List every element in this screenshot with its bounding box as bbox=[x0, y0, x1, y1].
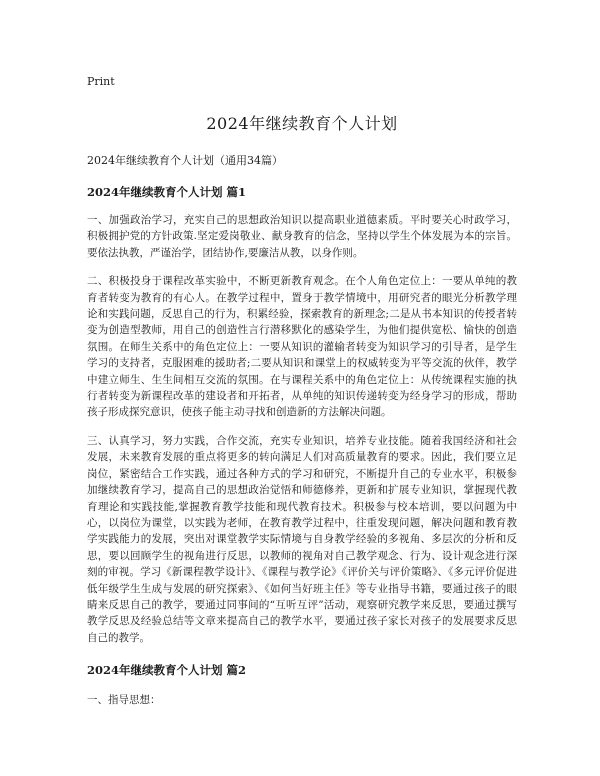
section-2-paragraph-1: 一、指导思想： bbox=[87, 694, 161, 707]
section-1-paragraph-3: 三、认真学习，努力实践，合作交流，充实专业知识，培养专业技能。随着我国经济和社会发展，未来教育发展的重点将更多的转向满足人们对高质量教育的要求。因此，我们要立足岗位，紧密结合工作实践，通过各种方式的学习和研究，不断提升自己的专业水平，积极参加继续教育学习，提高自己的思想政治觉悟和师德修养，更新和扩展专业知识，掌握现代教育理论和实践技能,掌握教育教学技能和现代教育技术。积极参与校本培训，要以问题为中心，以岗位为课堂，以实践为老师，在教育教学过程中，往重发现问题，解决问题和教育教学实践能力的发展，突出对课堂教学实际情境与自身教学经验的多视角、多层次的分析和反思，要以回顾学生的视角进行反思，以教师的视角对自己教学观念、行为、设计观念进行深刻的审视。学习《新课程教学设计》、《课程与教学论》《评价关与评价策略》、《多元评价促进低年级学生生成与发展的研究探索》、《如何当好班主任》等专业指导书籍，要通过孩子的眼睛来反思自己的教学，要通过同事间的“互听互评”活动，观察研究教学来反思，要通过撰写教学反思及经验总结等文章来提高自己的教学水平，要通过孩子家长对孩子的发展要求反思自己的教学。 bbox=[87, 434, 517, 644]
section-1-paragraph-1: 一、加强政治学习，充实自己的思想政治知识以提高职业道德素质。平时要关心时政学习，积极拥护党的方针政策.坚定爱岗敬业、献身教育的信念，坚持以学生个体发展为本的宗旨。要依法执教，严谨治学，团结协作,要廉洁从教，以身作则。 bbox=[87, 214, 517, 259]
section-heading-1: 2024年继续教育个人计划 篇1 bbox=[87, 185, 247, 199]
section-heading-2: 2024年继续教育个人计划 篇2 bbox=[87, 663, 247, 678]
section-1-paragraph-2: 二、积极投身于课程改革实验中，不断更新教育观念。在个人角色定位上：一要从单纯的教育者转变为教育的有心人。在教学过程中，置身于教学情境中，用研究者的眼光分析教学理论和实践问题，反思自己的行为，积累经验，探索教育的新理念;二是从书本知识的传授者转变为创造型教师，用自己的创造性言行潜移默化的感染学生，为他们提供宽松、愉快的创造氛围。在师生关系中的角色定位上：一要从知识的灌输者转变为知识学习的引导者，是学生学习的支持者，克服困难的援助者;二要从知识和课堂上的权威转变为平等交流的伙伴，教学中建立师生、生生间相互交流的氛围。在与课程关系中的角色定位上：从传统课程实施的执行者转变为新课程改革的建设者和开拓者，从单纯的知识传递转变为经身学习的形成，帮助孩子形成探究意识，使孩子能主动寻找和创造新的方法解决问题。 bbox=[87, 275, 517, 419]
page-title: 2024年继续教育个人计划 bbox=[206, 114, 398, 133]
print-link[interactable]: Print bbox=[87, 75, 115, 88]
document-subtitle: 2024年继续教育个人计划（通用34篇） bbox=[87, 154, 283, 167]
document-page bbox=[87, 70, 517, 719]
